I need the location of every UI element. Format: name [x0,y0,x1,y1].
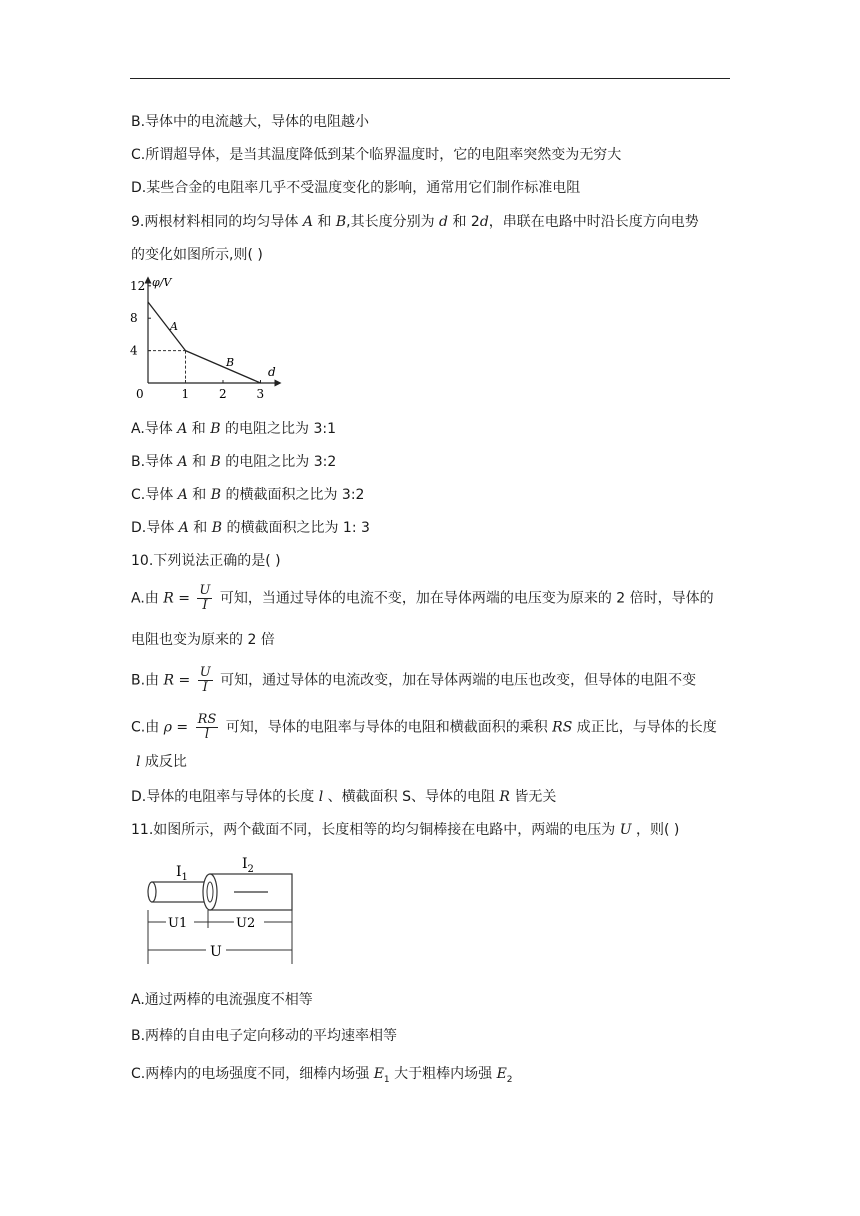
q9-option-b: B.导体 A 和 B 的电阻之比为 3:2 [131,454,337,470]
x-tick-label: 2 [219,387,227,401]
x-tick-label: 3 [256,387,265,401]
q9-stem-line2: 的变化如图所示,则( ) [131,247,263,263]
x-tick-label: 0 [136,387,144,401]
q9-option-a: A.导体 A 和 B 的电阻之比为 3:1 [131,421,336,437]
potential-graph [128,274,288,404]
y-tick-label: 8 [130,311,138,326]
q8-option-b: B.导体中的电流越大，导体的电阻越小 [131,114,370,130]
x-tick-label: 1 [181,387,190,401]
q9-stem-line1: 9.两根材料相同的均匀导体 A 和 B,其长度分别为 d 和 2d，串联在电路中时沿长度方向电势 [131,214,699,230]
segment-label-b: B [226,356,235,369]
copper-rods-figure [140,852,300,970]
q11-option-c: C.两棒内的电场强度不同，细棒内场强 $E_1$ 大于粗棒内场强 $E_2$ [131,1066,513,1085]
segment-label-a: A [170,320,178,333]
voltage-label-u2: U2 [236,916,256,931]
q11-option-a: A.通过两棒的电流强度不相等 [131,992,313,1008]
q10-option-a: A.由 R = $\frac{U}{I}$ 可知，当通过导体的电流不变，加在导体两端的电压变为原来的 2 倍时，导体的 [131,583,714,613]
q8-option-d: D.某些合金的电阻率几乎不受温度变化的影响，通常用它们制作标准电阻 [131,180,581,196]
voltage-label-u1: U1 [168,916,188,931]
segment-b [186,351,261,383]
q10-option-a-line2: 电阻也变为原来的 2 倍 [131,632,275,648]
voltage-label-u: U [210,944,222,960]
q9-option-d: D.导体 A 和 B 的横截面积之比为 1: 3 [131,520,370,536]
y-tick-label: 4 [130,343,138,358]
thin-rod-join [207,882,213,902]
y-axis-label: φ/V [152,276,172,289]
q8-option-c: C.所谓超导体，是当其温度降低到某个临界温度时，它的电阻率突然变为无穷大 [131,147,622,163]
current-label-i2: $I_2$ [242,856,254,875]
segment-a [148,302,186,351]
q11-stem: 11.如图所示，两个截面不同，长度相等的均匀铜棒接在电路中，两端的电压为 U ，则( ) [131,822,680,838]
y-tick-label: 12 [130,278,146,293]
q9-option-c: C.导体 A 和 B 的横截面积之比为 3:2 [131,487,365,503]
q11-option-b: B.两棒的自由电子定向移动的平均速率相等 [131,1028,398,1044]
q10-option-d: D.导体的电阻率与导体的长度 l 、横截面积 S、导体的电阻 R 皆无关 [131,789,557,805]
q10-option-b: B.由 R = $\frac{U}{I}$ 可知，通过导体的电流改变，加在导体两端的电压也改变，但导体的电阻不变 [131,665,697,695]
thin-rod-end [148,882,156,902]
q10-option-c-line2: l 成反比 [136,754,187,770]
fraction-u-over-i: $\frac{U}{I}$ [199,583,211,613]
q10-title: 10.下列说法正确的是( ) [131,553,281,569]
q10-option-c: C.由 ρ = $\frac{RS}{l}$ 可知，导体的电阻率与导体的电阻和横截面积的乘积 RS 成正比，与导体的长度 [131,712,717,742]
header-rule [130,78,730,79]
current-label-i1: $I_1$ [176,864,188,883]
fraction-u-over-i: $\frac{U}{I}$ [199,665,211,695]
fraction-rs-over-l: $\frac{RS}{l}$ [197,712,217,742]
x-axis-label: d [268,365,276,379]
